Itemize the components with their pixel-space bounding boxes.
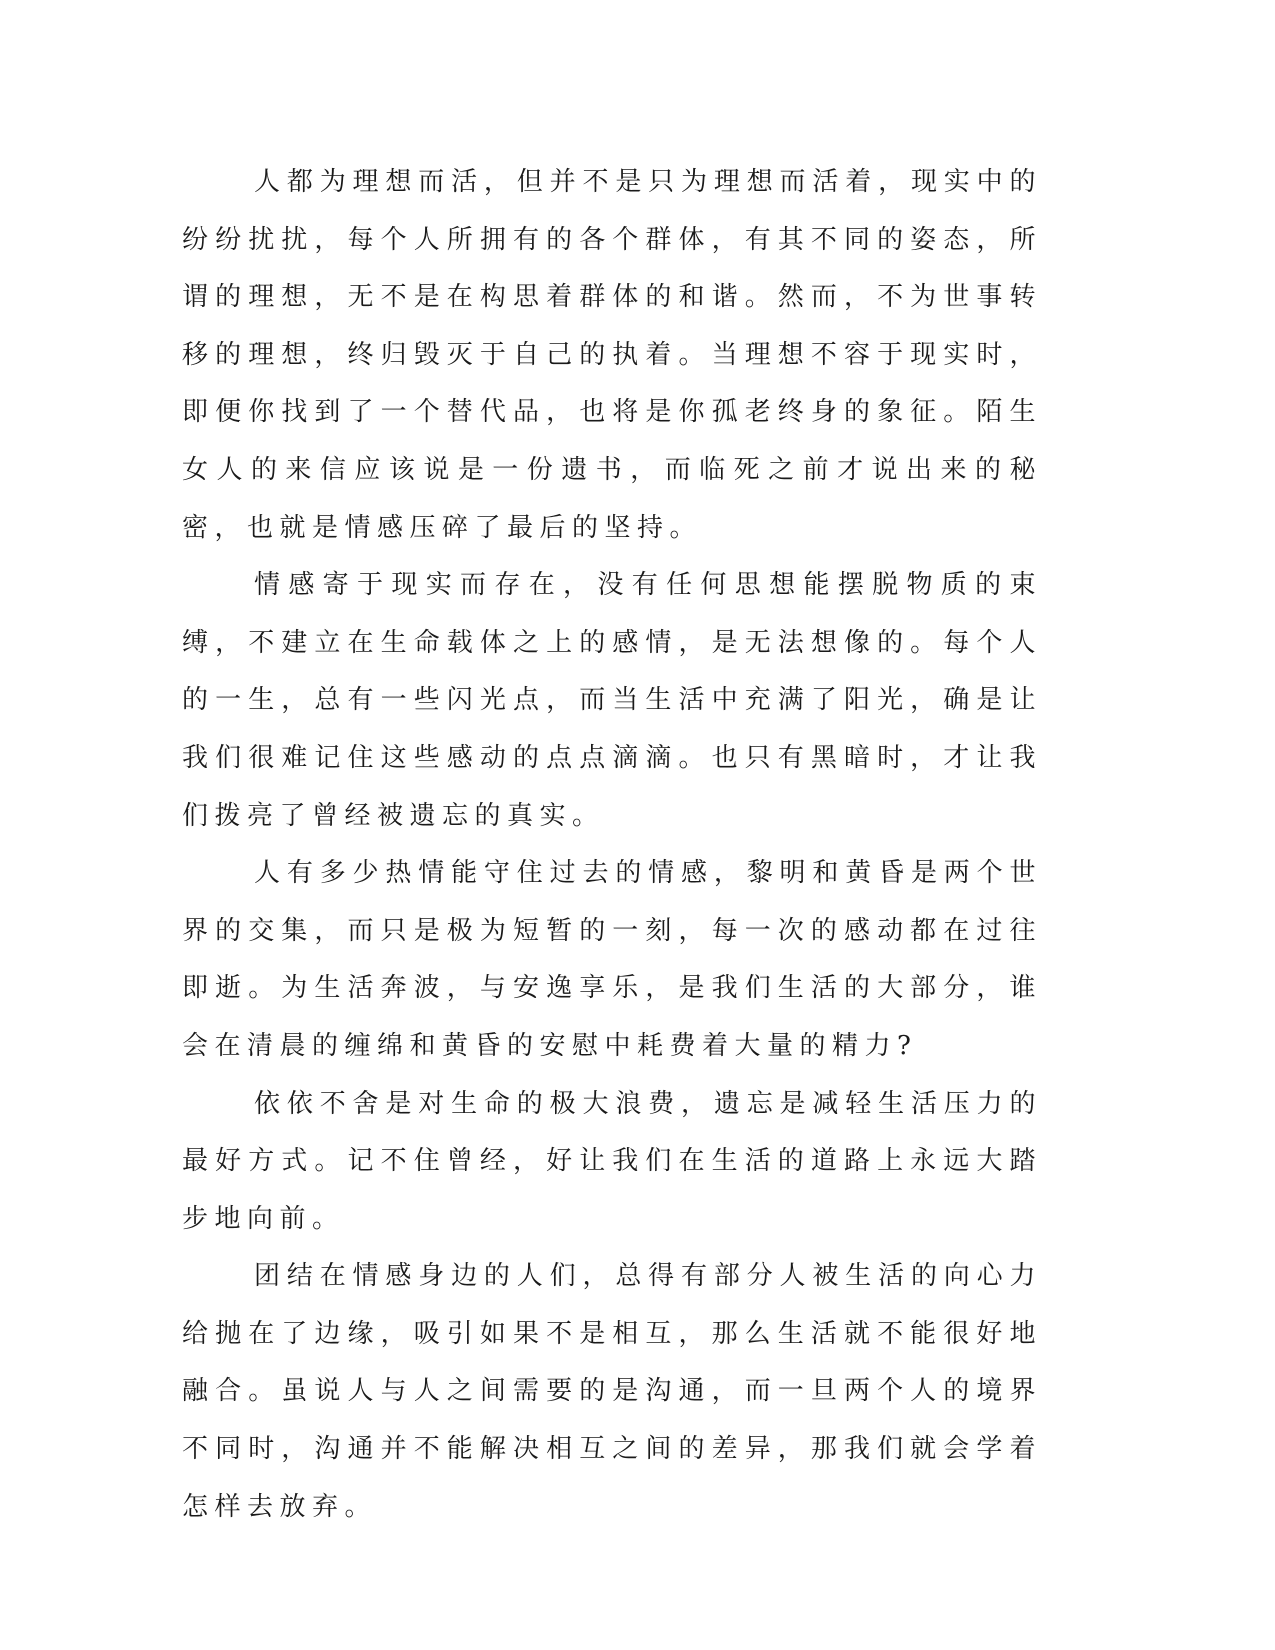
paragraph-3: 人有多少热情能守住过去的情感，黎明和黄昏是两个世界的交集，而只是极为短暂的一刻，每一次的感动都在过往即逝。为生活奔波，与安逸享乐，是我们生活的大部分，谁会在清晨的缠绵和黄昏的安慰中耗费着大量的精力?: [182, 858, 1042, 1061]
paragraph-1: 人都为理想而活，但并不是只为理想而活着，现实中的纷纷扰扰，每个人所拥有的各个群体，有其不同的姿态，所谓的理想，无不是在构思着群体的和谐。然而，不为世事转移的理想，终归毁灭于自己的执着。当理想不容于现实时，即便你找到了一个替代品，也将是你孤老终身的象征。陌生女人的来信应该说是一份遗书，而临死之前才说出来的秘密，也就是情感压碎了最后的坚持。: [182, 167, 1042, 543]
document-body: [182, 154, 1042, 1536]
paragraph-5: 团结在情感身边的人们，总得有部分人被生活的向心力给抛在了边缘，吸引如果不是相互，那么生活就不能很好地融合。虽说人与人之间需要的是沟通，而一旦两个人的境界不同时，沟通并不能解决相互之间的差异，那我们就会学着怎样去放弃。: [182, 1261, 1042, 1522]
paragraph-2: 情感寄于现实而存在，没有任何思想能摆脱物质的束缚，不建立在生命载体之上的感情，是无法想像的。每个人的一生，总有一些闪光点，而当生活中充满了阳光，确是让我们很难记住这些感动的点点滴滴。也只有黑暗时，才让我们拨亮了曾经被遗忘的真实。: [182, 570, 1042, 831]
paragraph-4: 依依不舍是对生命的极大浪费，遗忘是减轻生活压力的最好方式。记不住曾经，好让我们在生活的道路上永远大踏步地向前。: [182, 1088, 1042, 1234]
